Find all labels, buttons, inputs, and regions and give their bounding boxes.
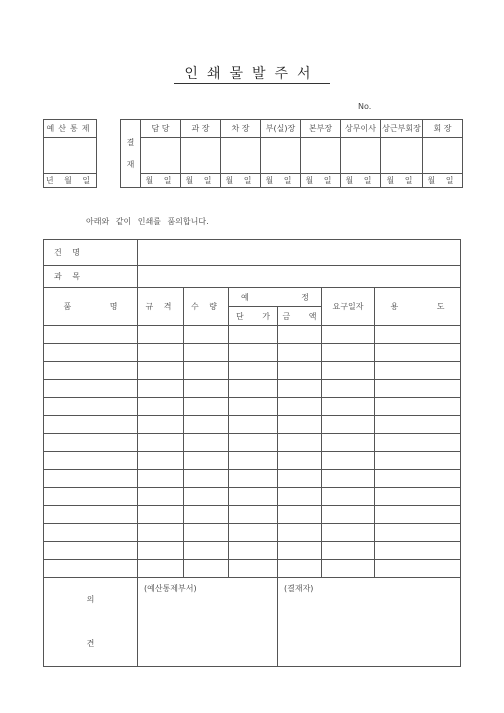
table-cell[interactable] (138, 452, 184, 470)
table-cell[interactable] (138, 344, 184, 362)
table-cell[interactable] (184, 380, 229, 398)
col-purpose: 용 도 (375, 288, 461, 326)
table-cell[interactable] (184, 470, 229, 488)
table-cell[interactable] (138, 434, 184, 452)
approval-date: 월 일 (181, 174, 221, 188)
table-row (44, 398, 461, 416)
table-cell[interactable] (322, 380, 375, 398)
table-cell[interactable] (44, 326, 138, 344)
table-cell[interactable] (375, 398, 461, 416)
table-cell[interactable] (138, 506, 184, 524)
table-cell[interactable] (184, 524, 229, 542)
budget-control-box (43, 119, 97, 188)
table-cell[interactable] (375, 452, 461, 470)
table-cell[interactable] (229, 344, 278, 362)
table-cell[interactable] (44, 416, 138, 434)
approval-side-label-top: 결 (126, 137, 135, 147)
table-cell[interactable] (229, 380, 278, 398)
table-cell[interactable] (229, 326, 278, 344)
table-cell[interactable] (138, 380, 184, 398)
approval-date: 월 일 (341, 174, 381, 188)
col-quantity: 수 량 (184, 288, 229, 326)
subject-label (44, 240, 138, 266)
col-spec: 규 격 (138, 288, 184, 326)
table-cell[interactable] (278, 344, 322, 362)
table-cell[interactable] (44, 380, 138, 398)
document-title: 인쇄물발주서 (184, 66, 320, 82)
approval-side-label-bottom: 재 (126, 159, 135, 169)
approval-sign-cell[interactable] (261, 138, 301, 174)
table-row (44, 434, 461, 452)
table-cell[interactable] (229, 416, 278, 434)
approval-date: 월 일 (423, 174, 463, 188)
subject-label-text: 건 명 (54, 248, 84, 257)
table-cell[interactable] (184, 434, 229, 452)
approval-role-4: 본부장 (301, 120, 341, 138)
budget-control-dept-label: (예산통제부서) (144, 584, 197, 593)
table-cell[interactable] (138, 560, 184, 578)
opinion-label-bottom: 견 (86, 639, 95, 648)
table-cell[interactable] (44, 560, 138, 578)
table-cell[interactable] (322, 362, 375, 380)
table-cell[interactable] (322, 506, 375, 524)
table-cell[interactable] (229, 434, 278, 452)
table-row (44, 344, 461, 362)
table-cell[interactable] (229, 542, 278, 560)
table-cell[interactable] (375, 542, 461, 560)
table-cell[interactable] (322, 488, 375, 506)
table-cell[interactable] (278, 488, 322, 506)
table-cell[interactable] (278, 542, 322, 560)
table-cell[interactable] (138, 488, 184, 506)
budget-control-date: 년 월 일 (44, 174, 97, 188)
table-cell[interactable] (278, 398, 322, 416)
table-cell[interactable] (375, 326, 461, 344)
table-cell[interactable] (229, 398, 278, 416)
table-cell[interactable] (229, 452, 278, 470)
approval-date: 월 일 (301, 174, 341, 188)
table-cell[interactable] (278, 416, 322, 434)
col-request-date: 요구일자 (322, 288, 375, 326)
account-label-text: 과 목 (54, 272, 84, 281)
approval-box (120, 119, 463, 188)
table-cell[interactable] (184, 542, 229, 560)
table-cell[interactable] (138, 326, 184, 344)
table-cell[interactable] (375, 470, 461, 488)
table-cell[interactable] (278, 506, 322, 524)
table-row (44, 470, 461, 488)
approval-role-6: 상근부회장 (381, 120, 423, 138)
document-number-label: No. (358, 102, 372, 111)
account-field[interactable] (138, 266, 461, 288)
approval-sign-cell[interactable] (381, 138, 423, 174)
table-cell[interactable] (44, 452, 138, 470)
table-cell[interactable] (322, 434, 375, 452)
table-cell[interactable] (184, 416, 229, 434)
approver-field[interactable] (278, 578, 461, 667)
table-cell[interactable] (278, 524, 322, 542)
table-cell[interactable] (322, 542, 375, 560)
table-cell[interactable] (322, 416, 375, 434)
table-cell[interactable] (44, 524, 138, 542)
table-row (44, 416, 461, 434)
col-estimate: 예 정 (229, 288, 322, 307)
col-amount: 금 액 (278, 307, 322, 326)
approval-role-1: 과 장 (181, 120, 221, 138)
table-cell[interactable] (44, 542, 138, 560)
order-form-table (43, 239, 461, 667)
table-cell[interactable] (184, 506, 229, 524)
approval-side-label (121, 120, 141, 188)
budget-control-header: 예산통제 (44, 120, 97, 138)
table-cell[interactable] (229, 470, 278, 488)
approval-date: 월 일 (141, 174, 181, 188)
table-cell[interactable] (44, 506, 138, 524)
table-cell[interactable] (138, 362, 184, 380)
approval-sign-cell[interactable] (181, 138, 221, 174)
table-row (44, 524, 461, 542)
account-label (44, 266, 138, 288)
table-cell[interactable] (44, 398, 138, 416)
table-cell[interactable] (184, 452, 229, 470)
table-cell[interactable] (278, 560, 322, 578)
table-cell[interactable] (184, 362, 229, 380)
budget-control-dept-field[interactable] (138, 578, 278, 667)
table-cell[interactable] (138, 524, 184, 542)
table-cell[interactable] (229, 560, 278, 578)
approval-date: 월 일 (261, 174, 301, 188)
approval-date: 월 일 (221, 174, 261, 188)
col-unit-price: 단 가 (229, 307, 278, 326)
budget-control-sign-cell[interactable] (44, 138, 97, 174)
approval-role-5: 상무이사 (341, 120, 381, 138)
table-cell[interactable] (278, 434, 322, 452)
table-row (44, 452, 461, 470)
table-row (44, 560, 461, 578)
opinion-label (44, 578, 138, 667)
subject-field[interactable] (138, 240, 461, 266)
table-cell[interactable] (375, 506, 461, 524)
table-cell[interactable] (322, 560, 375, 578)
title-underline (174, 83, 330, 84)
table-cell[interactable] (44, 362, 138, 380)
approver-label: (결재자) (284, 584, 314, 593)
table-cell[interactable] (184, 344, 229, 362)
table-cell[interactable] (44, 488, 138, 506)
table-cell[interactable] (375, 434, 461, 452)
table-cell[interactable] (375, 416, 461, 434)
table-cell[interactable] (375, 362, 461, 380)
table-cell[interactable] (278, 470, 322, 488)
table-cell[interactable] (322, 452, 375, 470)
table-cell[interactable] (44, 344, 138, 362)
table-cell[interactable] (375, 344, 461, 362)
table-cell[interactable] (322, 470, 375, 488)
table-row (44, 326, 461, 344)
table-cell[interactable] (138, 416, 184, 434)
table-cell[interactable] (184, 488, 229, 506)
table-cell[interactable] (229, 362, 278, 380)
table-cell[interactable] (184, 398, 229, 416)
table-cell[interactable] (375, 560, 461, 578)
table-cell[interactable] (322, 524, 375, 542)
table-cell[interactable] (138, 398, 184, 416)
table-cell[interactable] (375, 524, 461, 542)
approval-date: 월 일 (381, 174, 423, 188)
table-cell[interactable] (375, 380, 461, 398)
table-cell[interactable] (322, 344, 375, 362)
approval-sign-cell[interactable] (221, 138, 261, 174)
approval-role-0: 담 당 (141, 120, 181, 138)
table-cell[interactable] (184, 326, 229, 344)
opinion-label-top: 의 (86, 595, 95, 604)
table-cell[interactable] (229, 488, 278, 506)
table-cell[interactable] (322, 326, 375, 344)
table-row (44, 542, 461, 560)
table-cell[interactable] (138, 542, 184, 560)
table-row (44, 380, 461, 398)
table-cell[interactable] (278, 326, 322, 344)
table-cell[interactable] (44, 470, 138, 488)
approval-role-7: 회 장 (423, 120, 463, 138)
approval-sign-cell[interactable] (423, 138, 463, 174)
table-cell[interactable] (184, 560, 229, 578)
table-cell[interactable] (229, 524, 278, 542)
col-item-name: 품 명 (44, 288, 138, 326)
table-row (44, 506, 461, 524)
table-cell[interactable] (322, 398, 375, 416)
table-cell[interactable] (278, 452, 322, 470)
table-row (44, 362, 461, 380)
table-row (44, 488, 461, 506)
approval-role-3: 부(실)장 (261, 120, 301, 138)
approval-sign-cell[interactable] (341, 138, 381, 174)
approval-sign-cell[interactable] (301, 138, 341, 174)
approval-sign-cell[interactable] (141, 138, 181, 174)
table-cell[interactable] (375, 488, 461, 506)
table-cell[interactable] (44, 434, 138, 452)
table-cell[interactable] (138, 470, 184, 488)
table-cell[interactable] (229, 506, 278, 524)
notice-text: 아래와 같이 인쇄를 품의합니다. (86, 217, 209, 226)
table-cell[interactable] (278, 380, 322, 398)
approval-role-2: 차 장 (221, 120, 261, 138)
table-cell[interactable] (278, 362, 322, 380)
